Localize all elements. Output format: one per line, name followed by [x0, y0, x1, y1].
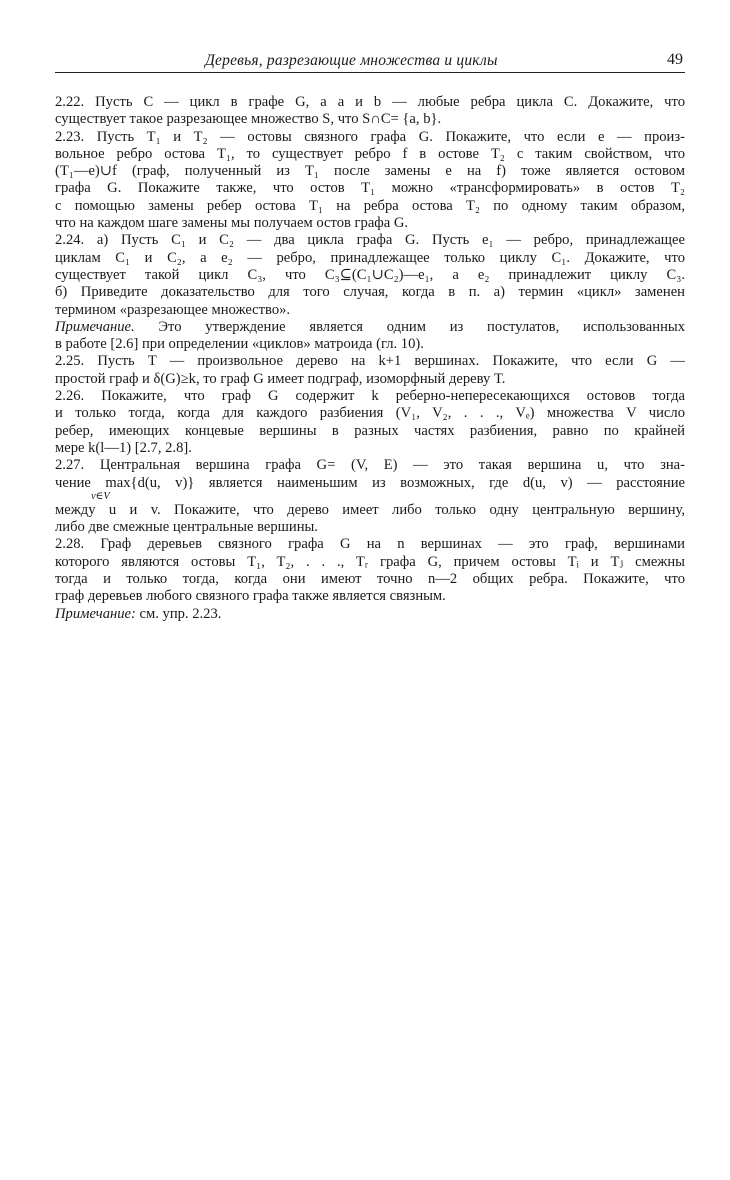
text-line: простой граф и δ(G)≥k, то граф G имеет подграф, изоморфный дереву T. — [55, 370, 506, 387]
text-line: графа G. Покажите также, что остов T₁ можно «трансформировать» в остов T₂ — [55, 180, 685, 197]
text-line: Примечание: см. упр. 2.23. — [55, 605, 222, 622]
running-title: Деревья, разрезающие множества и циклы — [205, 52, 498, 69]
problem-2-24 — [55, 232, 685, 318]
text-line: Примечание. Это утверждение является одним из постулатов, использованных — [55, 318, 685, 335]
problem-2-23 — [55, 129, 685, 233]
text-line: вольное ребро остова T₁, то существует ребро f в остове T₂ с таким свойством, что — [55, 145, 685, 162]
text-line: существует такое разрезающее множество S, что S∩C= {a, b}. — [55, 111, 442, 128]
text-line: 2.28. Граф деревьев связного графа G на n вершинах — это граф, вершинами — [55, 536, 685, 553]
text-line: б) Приведите доказательство для того случая, когда в п. а) термин «цикл» заменен — [55, 284, 685, 301]
text-line: 2.22. Пусть C — цикл в графе G, а a и b — любые ребра цикла C. Докажите, что — [55, 94, 685, 110]
note-2-28 — [55, 606, 685, 623]
problem-2-28 — [55, 536, 685, 605]
text-line: 2.24. а) Пусть C₁ и C₂ — два цикла графа G. Пусть e₁ — ребро, принадлежащее — [55, 232, 685, 249]
text-line: (T₁—e)∪f (граф, полученный из T₁ после замены e на f) тоже является остовом — [55, 163, 685, 180]
text-line: и только тогда, когда для каждого разбиения (V₁, V₂, . . ., Vₑ) множества V число — [55, 405, 685, 422]
text-line: либо две смежные центральные вершины. — [55, 519, 318, 536]
text-line: ребер, имеющих концевые вершины в разных частях разбиения, равно по крайней — [55, 422, 685, 439]
problem-2-27 — [55, 457, 685, 536]
note-label: Примечание: — [55, 605, 136, 622]
text-line: между u и v. Покажите, что дерево имеет либо только одну центральную вершину, — [55, 501, 685, 518]
text-line: существует такой цикл C₃, что C₃⊆(C₁∪C₂)—e₁, а e₂ принадлежит циклу C₃. — [55, 266, 685, 283]
problem-2-26 — [55, 388, 685, 457]
text-line: мере k(l—1) [2.7, 2.8]. — [55, 439, 192, 456]
page-header — [55, 50, 685, 73]
page-number: 49 — [667, 51, 683, 68]
max-subscript: v∈V — [91, 490, 110, 502]
text-line: термином «разрезающее множество». — [55, 301, 291, 318]
text-line: циклам C₁ и C₂, а e₂ — ребро, принадлежащее только циклу C₁. Докажите, что — [55, 249, 685, 266]
text-line: граф деревьев любого связного графа также является связным. — [55, 588, 446, 605]
text-line: 2.27. Центральная вершина графа G= (V, E) — это такая вершина u, что зна- — [55, 457, 685, 474]
note-2-24 — [55, 319, 685, 354]
note-label: Примечание. — [55, 318, 135, 335]
text-line: 2.26. Покажите, что граф G содержит k реберно-непересекающихся остовов тогда — [55, 388, 685, 405]
problem-2-25 — [55, 353, 685, 388]
text-line: 2.25. Пусть T — произвольное дерево на k+1 вершинах. Покажите, что если G — — [55, 353, 685, 370]
page-body — [55, 94, 685, 623]
problem-2-22 — [55, 94, 685, 129]
text-line: которого являются остовы T₁, T₂, . . ., Tᵣ графа G, причем остовы Tᵢ и Tⱼ смежны — [55, 553, 685, 570]
text-line: тогда и только тогда, когда они имеют точно n—2 общих ребра. Покажите, что — [55, 571, 685, 588]
text-line: 2.23. Пусть T₁ и T₂ — остовы связного графа G. Покажите, что если e — произ- — [55, 128, 685, 145]
text-line: с помощью замены ребер остова T₁ на ребра остова T₂ по одному таким образом, — [55, 197, 685, 214]
text-line: что на каждом шаге замены мы получаем остов графа G. — [55, 215, 409, 232]
text-line: чение max{d(u, v)} является наименьшим из возможных, где d(u, v) — расстояние — [55, 474, 685, 491]
text-line: в работе [2.6] при определении «циклов» матроида (гл. 10). — [55, 336, 424, 353]
